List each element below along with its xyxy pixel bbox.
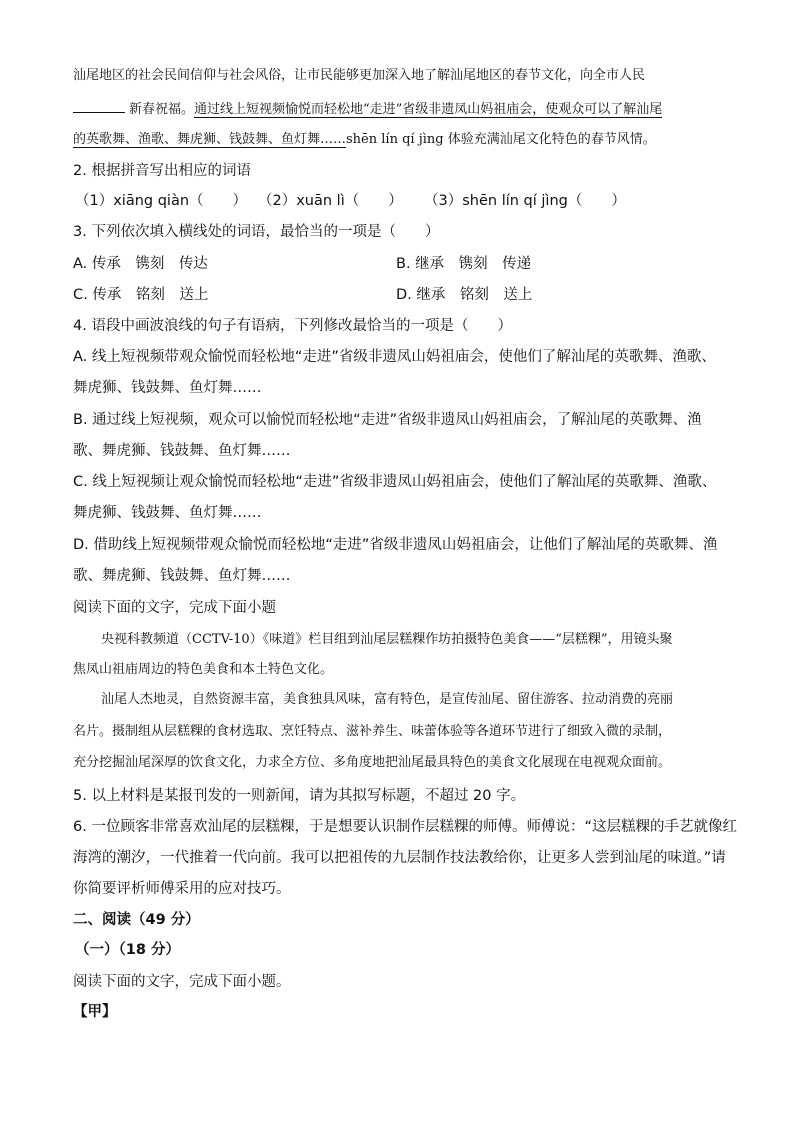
news-p1-line2: 焦凤山祖庙周边的特色美食和本土特色文化。 [73, 662, 334, 677]
passage-line-3b: shēn lín qí jìng 体验充满汕尾文化特色的春节风情。 [346, 132, 656, 147]
news-p2-line1: 汕尾人杰地灵，自然资源丰富，美食独具风味，富有特色，是宣传汕尾、留住游客、拉动消费的亮丽 [101, 692, 674, 707]
question-6-line3: 你简要评析师傅采用的应对技巧。 [73, 881, 291, 897]
question-6-line1: 6. 一位顾客非常喜欢汕尾的层糕粿，于是想要认识制作层糕粿的师傅。师傅说：“这层糕粿的手艺就像红 [73, 819, 737, 835]
news-p2-line2: 名片。摄制组从层糕粿的食材选取、烹饪特点、滋补养生、味蕾体验等各道环节进行了细致入微的录制， [73, 724, 672, 739]
question-4-option-a-line1[interactable]: A. 线上短视频带观众愉悦而轻松地“走进”省级非遗凤山妈祖庙会，使他们了解汕尾的英歌舞、渔歌、 [73, 349, 716, 365]
passage-line-2a: 新春祝福。 [129, 102, 195, 117]
passage-line-3 [73, 130, 723, 150]
question-4-option-c-line1[interactable]: C. 线上短视频让观众愉悦而轻松地“走进”省级非遗凤山妈祖庙会，使他们了解汕尾的英歌舞、渔歌、 [73, 474, 717, 490]
wavy-underlined-sentence-part1: 通过线上短视频愉悦而轻松地“走进”省级非遗凤山妈祖庙会，使观众可以了解汕尾 [194, 102, 663, 117]
question-3-option-b[interactable]: B. 继承 镌刻 传递 [396, 256, 532, 272]
section-2-subtitle: （一）（18 分） [75, 942, 180, 958]
question-6-line2: 海湾的潮汐，一代推着一代向前。我可以把祖传的九层制作技法教给你，让更多人尝到汕尾的味道。”请 [73, 850, 726, 866]
answer-blank[interactable] [73, 98, 125, 113]
passage-line-1: 汕尾地区的社会民间信仰与社会风俗，让市民能够更加深入地了解汕尾地区的春节文化，向全市人民 [73, 68, 646, 83]
question-3-stem: 3. 下列依次填入横线处的词语，最恰当的一项是（ ） [73, 224, 440, 240]
question-4-option-a-line2[interactable]: 舞虎狮、钱鼓舞、鱼灯舞…… [73, 380, 262, 396]
question-2-item-3: （3）shēn lín qí jìng（ ） [424, 193, 626, 209]
passage-jia-label: 【甲】 [73, 1004, 117, 1020]
wavy-underlined-sentence-part2: 的英歌舞、渔歌、舞虎狮、钱鼓舞、鱼灯舞…… [73, 132, 347, 147]
question-4-option-b-line2[interactable]: 歌、舞虎狮、钱鼓舞、鱼灯舞…… [73, 443, 291, 459]
question-4-option-c-line2[interactable]: 舞虎狮、钱鼓舞、鱼灯舞…… [73, 505, 262, 521]
news-p1-line1: 央视科教频道（CCTV-10）《味道》栏目组到汕尾层糕粿作坊拍摄特色美食——“层糕粿”，用镜头聚 [101, 632, 673, 647]
section-2-title: 二、阅读（49 分） [73, 912, 200, 928]
question-3-option-a[interactable]: A. 传承 镌刻 传达 [73, 256, 208, 272]
question-3-option-d[interactable]: D. 继承 铭刻 送上 [396, 287, 533, 303]
section-2-intro: 阅读下面的文字，完成下面小题。 [73, 974, 291, 990]
news-p2-line3: 充分挖掘汕尾深厚的饮食文化，力求全方位、多角度地把汕尾最具特色的美食文化展现在电视观众面前。 [73, 755, 672, 770]
question-2-stem: 2. 根据拼音写出相应的词语 [73, 163, 251, 179]
question-5: 5. 以上材料是某报刊发的一则新闻，请为其拟写标题，不超过 20 字。 [73, 788, 526, 804]
reading-intro: 阅读下面的文字，完成下面小题 [73, 600, 276, 616]
question-4-option-b-line1[interactable]: B. 通过线上短视频，观众可以愉悦而轻松地“走进”省级非遗凤山妈祖庙会，了解汕尾的英歌舞、渔 [73, 412, 702, 428]
passage-line-2 [73, 98, 723, 120]
question-4-stem: 4. 语段中画波浪线的句子有语病，下列修改最恰当的一项是（ ） [73, 318, 512, 334]
question-2-item-2: （2）xuān lì（ ） [258, 193, 403, 209]
question-2-item-1: （1）xiāng qiàn（ ） [75, 193, 248, 209]
question-4-option-d-line2[interactable]: 歌、舞虎狮、钱鼓舞、鱼灯舞…… [73, 568, 291, 584]
question-4-option-d-line1[interactable]: D. 借助线上短视频带观众愉悦而轻松地“走进”省级非遗凤山妈祖庙会，让他们了解汕尾的英歌舞、渔 [73, 537, 718, 553]
question-3-option-c[interactable]: C. 传承 铭刻 送上 [73, 287, 209, 303]
